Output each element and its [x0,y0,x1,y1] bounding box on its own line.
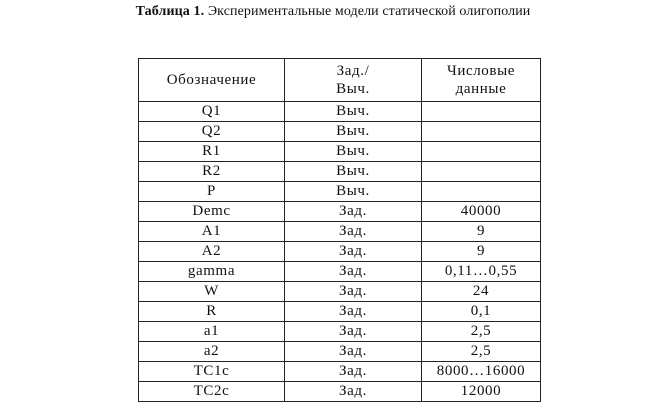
cell-set-calc: Зад. [285,342,422,362]
cell-set-calc: Зад. [285,322,422,342]
cell-set-calc: Зад. [285,202,422,222]
cell-set-calc: Выч. [285,122,422,142]
table-row [139,322,541,342]
cell-designation: a2 [139,342,285,362]
table-row [139,382,541,402]
cell-numeric-data: 0,11…0,55 [422,262,541,282]
table-row [139,222,541,242]
cell-designation: Q1 [139,102,285,122]
cell-numeric-data [422,102,541,122]
cell-numeric-data: 2,5 [422,342,541,362]
cell-designation: TC1c [139,362,285,382]
cell-designation: R [139,302,285,322]
cell-set-calc: Выч. [285,142,422,162]
header-set-calc-line2: Выч. [336,81,370,97]
table-row [139,182,541,202]
header-designation [139,59,285,102]
cell-numeric-data [422,142,541,162]
cell-numeric-data: 9 [422,222,541,242]
header-numeric-data [422,59,541,102]
cell-set-calc: Зад. [285,222,422,242]
cell-set-calc: Зад. [285,382,422,402]
cell-numeric-data: 8000…16000 [422,362,541,382]
cell-designation: P [139,182,285,202]
cell-numeric-data: 24 [422,282,541,302]
cell-set-calc: Зад. [285,262,422,282]
table-row [139,282,541,302]
cell-numeric-data [422,122,541,142]
cell-numeric-data: 9 [422,242,541,262]
cell-designation: gamma [139,262,285,282]
table-row [139,162,541,182]
cell-designation: A1 [139,222,285,242]
cell-set-calc: Зад. [285,302,422,322]
cell-numeric-data: 0,1 [422,302,541,322]
cell-set-calc: Зад. [285,362,422,382]
cell-numeric-data [422,162,541,182]
table-row [139,122,541,142]
table-row [139,362,541,382]
table-row [139,262,541,282]
oligopoly-models-table [138,58,541,402]
cell-designation: R1 [139,142,285,162]
table-row [139,142,541,162]
cell-numeric-data: 2,5 [422,322,541,342]
header-numeric-data-line2: данные [455,81,507,97]
header-numeric-data-line1: Числовые [446,63,516,79]
table-row [139,102,541,122]
cell-numeric-data: 12000 [422,382,541,402]
table-row [139,342,541,362]
cell-designation: A2 [139,242,285,262]
table-caption [0,4,666,20]
cell-designation: R2 [139,162,285,182]
cell-numeric-data: 40000 [422,202,541,222]
cell-designation: Q2 [139,122,285,142]
cell-set-calc: Зад. [285,282,422,302]
cell-designation: TC2c [139,382,285,402]
cell-set-calc: Зад. [285,242,422,262]
table-row [139,302,541,322]
cell-set-calc: Выч. [285,162,422,182]
cell-designation: Demc [139,202,285,222]
header-designation-text: Обозначение [166,72,257,88]
cell-designation: a1 [139,322,285,342]
cell-set-calc: Выч. [285,102,422,122]
header-set-calc [285,59,422,102]
caption-label: Таблица 1. [135,4,205,19]
table-row [139,242,541,262]
cell-designation: W [139,282,285,302]
header-set-calc-line1: Зад./ [336,63,370,79]
cell-numeric-data [422,182,541,202]
caption-text: Экспериментальные модели статической олигополии [204,4,531,19]
table-header-row [139,59,541,102]
table-row [139,202,541,222]
cell-set-calc: Выч. [285,182,422,202]
